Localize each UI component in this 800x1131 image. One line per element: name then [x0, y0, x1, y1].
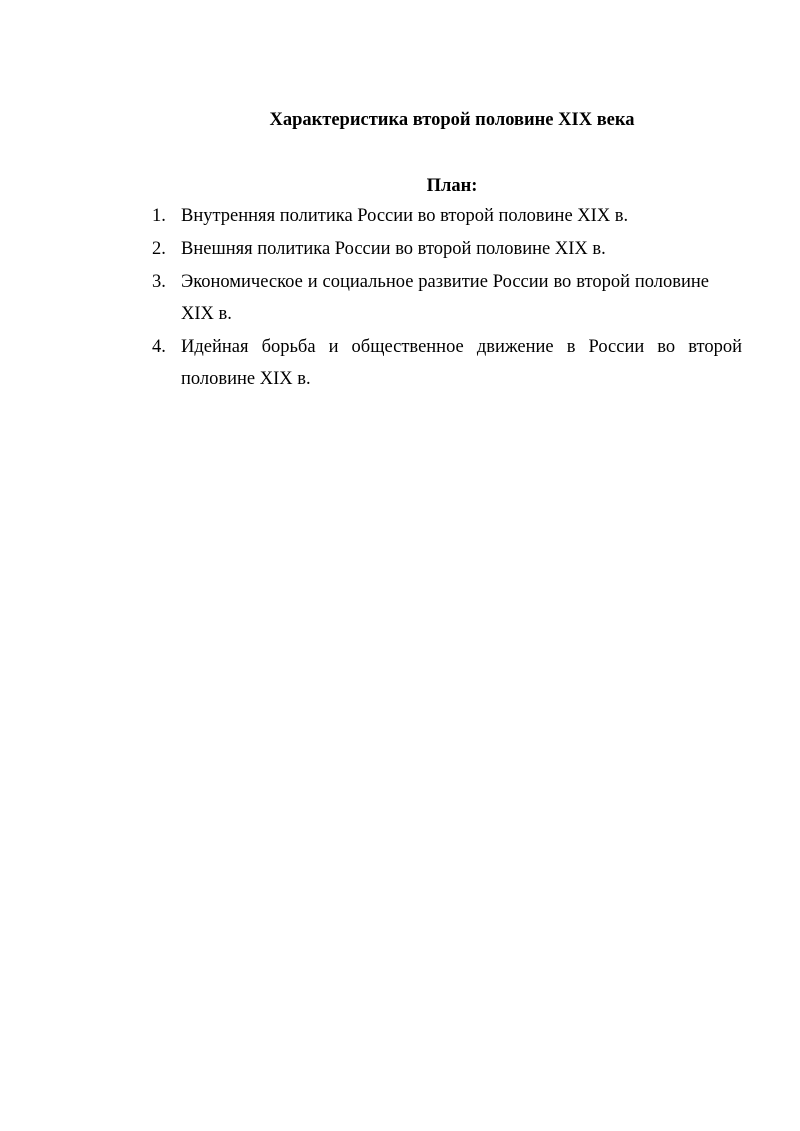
plan-item-text: Внутренняя политика России во второй половине XIX в.: [181, 206, 629, 226]
plan-item-1: [152, 200, 742, 232]
plan-item-3: [152, 266, 742, 330]
plan-item-number: 3.: [152, 272, 166, 292]
plan-item-number: 4.: [152, 337, 166, 357]
plan-item-text: Экономическое и социальное развитие России во второй половине XIX в.: [181, 272, 709, 324]
plan-item-number: 1.: [152, 206, 166, 226]
plan-item-number: 2.: [152, 239, 166, 259]
document-title: Характеристика второй половине XIX века: [269, 110, 635, 130]
plan-item-text: Идейная борьба и общественное движение в России во второй половине XIX в.: [181, 337, 742, 389]
plan-item-text: Внешняя политика России во второй половине XIX в.: [181, 239, 606, 259]
plan-list: [152, 200, 742, 396]
plan-heading: План:: [426, 176, 478, 196]
plan-item-2: [152, 233, 742, 265]
plan-item-4: [152, 331, 742, 395]
